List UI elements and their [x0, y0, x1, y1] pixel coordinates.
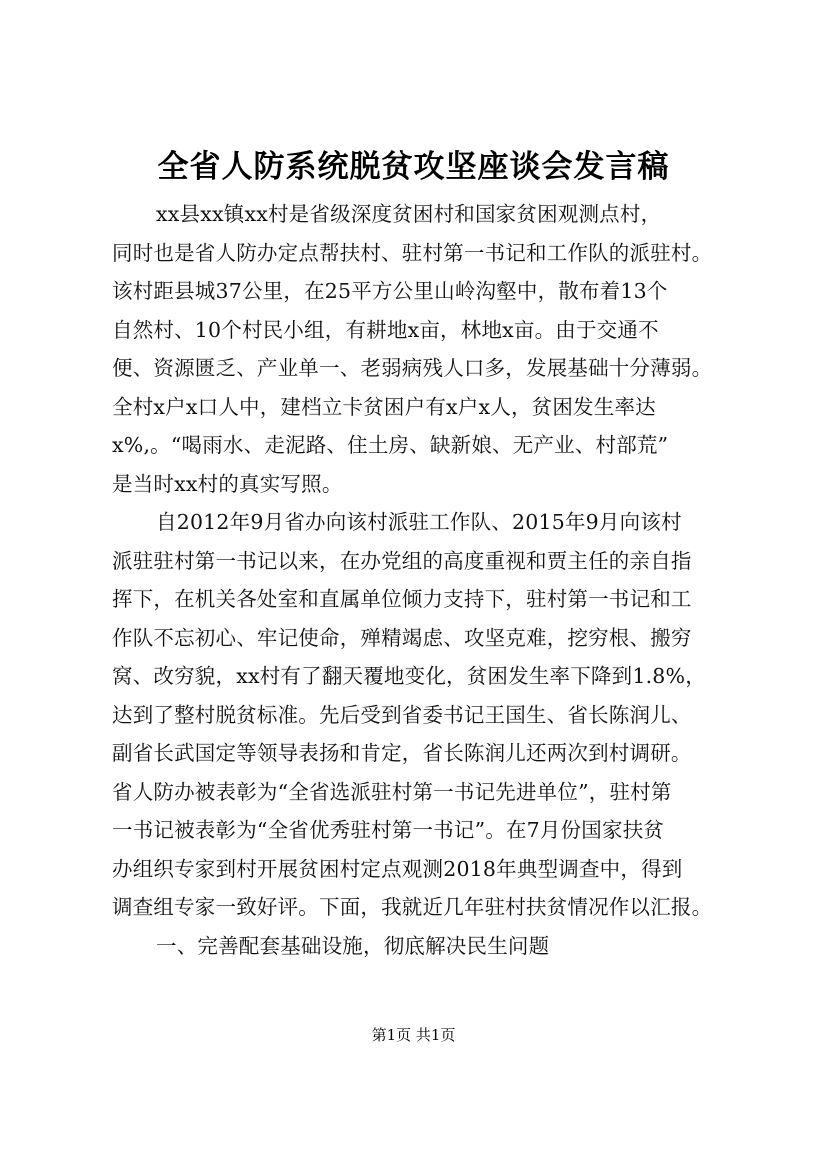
text-line: 副省长武国定等领导表扬和肯定，省长陈润儿还两次到村调研。	[112, 741, 692, 765]
text-line: xx县xx镇xx村是省级深度贫困村和国家贫困观测点村，	[156, 202, 662, 226]
section-heading-line: 一、完善配套基础设施，彻底解决民生问题	[156, 933, 550, 958]
text-line: 挥下，在机关各处室和直属单位倾力支持下，驻村第一书记和工	[112, 587, 692, 611]
text-line: 自然村、10个村民小组，有耕地x亩，林地x亩。由于交通不	[112, 317, 659, 342]
text-line: 办组织专家到村开展贫困村定点观测2018年典型调查中，得到	[112, 856, 683, 881]
section-heading	[112, 927, 752, 966]
paragraph-2	[112, 503, 752, 927]
text-line: 一书记被表彰为“全省优秀驻村第一书记”。在7月份国家扶贫	[112, 818, 665, 842]
page-number-footer: 第1页 共1页	[371, 1026, 456, 1044]
text-line: 派驻驻村第一书记以来，在办党组的高度重视和贾主任的亲自指	[112, 548, 692, 573]
text-line: 达到了整村脱贫标准。先后受到省委书记王国生、省长陈润儿、	[112, 702, 692, 727]
text-line: 便、资源匮乏、产业单一、老弱病残人口多，发展基础十分薄弱。	[112, 356, 713, 380]
text-line: 是当时xx村的真实写照。	[112, 471, 343, 496]
text-line: 自2012年9月省办向该村派驻工作队、2015年9月向该村	[156, 510, 682, 534]
text-line: 全村x户x口人中，建档立卡贫困户有x户x人，贫困发生率达	[112, 394, 656, 419]
paragraph-1	[112, 195, 752, 503]
text-line: 调查组专家一致好评。下面，我就近几年驻村扶贫情况作以汇报。	[112, 895, 713, 919]
text-line: 同时也是省人防办定点帮扶村、驻村第一书记和工作队的派驻村。	[112, 240, 713, 265]
text-line: 该村距县城37公里，在25平方公里山岭沟壑中，散布着13个	[112, 279, 668, 303]
text-line: 省人防办被表彰为“全省选派驻村第一书记先进单位”，驻村第	[112, 779, 672, 804]
text-line: x%,。“喝雨水、走泥路、住土房、缺新娘、无产业、村部荒”	[112, 433, 669, 457]
text-line: 作队不忘初心、牢记使命，殚精竭虑、攻坚克难，挖穷根、搬穷	[112, 625, 692, 650]
text-line: 窝、改穷貌，xx村有了翻天覆地变化，贫困发生率下降到1.8%，	[112, 664, 706, 688]
document-title: 全省人防系统脱贫攻坚座谈会发言稿	[157, 149, 670, 185]
document-body	[112, 195, 752, 965]
